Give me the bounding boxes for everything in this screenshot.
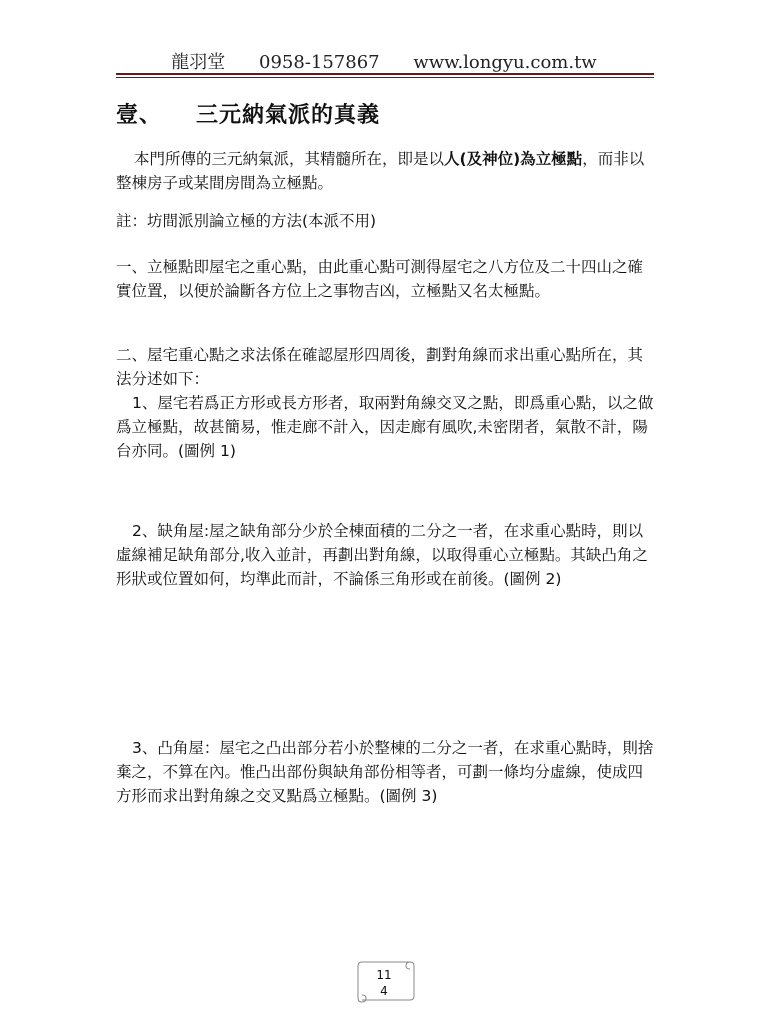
intro-bold: 人(及神位)為立極點 [444, 150, 583, 168]
section2-paragraph [116, 343, 656, 463]
page-number: 11 [376, 968, 392, 982]
note-line: 註：坊間派別論立極的方法(本派不用) [116, 212, 377, 230]
section2-item1 [116, 391, 656, 463]
section2-item1-text: 1、屋宅若爲正方形或長方形者，取兩對角線交叉之點，即爲重心點，以之做爲立極點，故甚簡易，惟走廊不計入，因走廊有風吹,未密閉者，氣散不計，陽台亦同。(圖例 1) [116, 394, 654, 460]
header-rule-thick [116, 73, 654, 75]
page-number-scroll [352, 960, 416, 1004]
section-title-number: 壹、 [116, 103, 163, 128]
intro-paragraph [116, 147, 656, 195]
header-rule-thin [116, 77, 654, 78]
section-title [116, 98, 380, 129]
page-subnumber: 4 [380, 984, 388, 998]
section2-heading: 二、屋宅重心點之求法係在確認屋形四周後，劃對角線而求出重心點所在，其法分述如下： [116, 346, 644, 388]
item3-paragraph [116, 736, 656, 808]
header-phone: 0958-157867 [259, 52, 380, 73]
intro-part1: 本門所傳的三元納氣派，其精髓所在，即是以 [134, 150, 445, 168]
section1-paragraph: 一、立極點即屋宅之重心點，由此重心點可測得屋宅之八方位及二十四山之確實位置，以便於論斷各方位上之事物吉凶，立極點又名太極點。 [116, 258, 644, 300]
item3-text: 3、凸角屋：屋宅之凸出部分若小於整棟的二分之一者，在求重心點時，則捨棄之，不算在內。惟凸出部份與缺角部份相等者，可劃一條均分虛線，使成四方形而求出對角線之交叉點爲立極點。(圖例 3) [116, 739, 654, 805]
header-name: 龍羽堂 [171, 52, 226, 73]
intro-part2: ，而非以整棟房子或某間房間為立極點。 [116, 150, 645, 192]
page-header [0, 48, 768, 74]
header-website: www.longyu.com.tw [413, 52, 597, 73]
section-title-text: 三元納氣派的真義 [196, 103, 381, 128]
item2-text: 2、缺角屋:屋之缺角部分少於全棟面積的二分之一者，在求重心點時，則以虛線補足缺角部分,收入並計，再劃出對角線，以取得重心立極點。其缺凸角之形狀或位置如何，均準此而計，不論係三角形或在前後。(圖例 2) [116, 522, 648, 588]
item2-paragraph [116, 519, 656, 591]
